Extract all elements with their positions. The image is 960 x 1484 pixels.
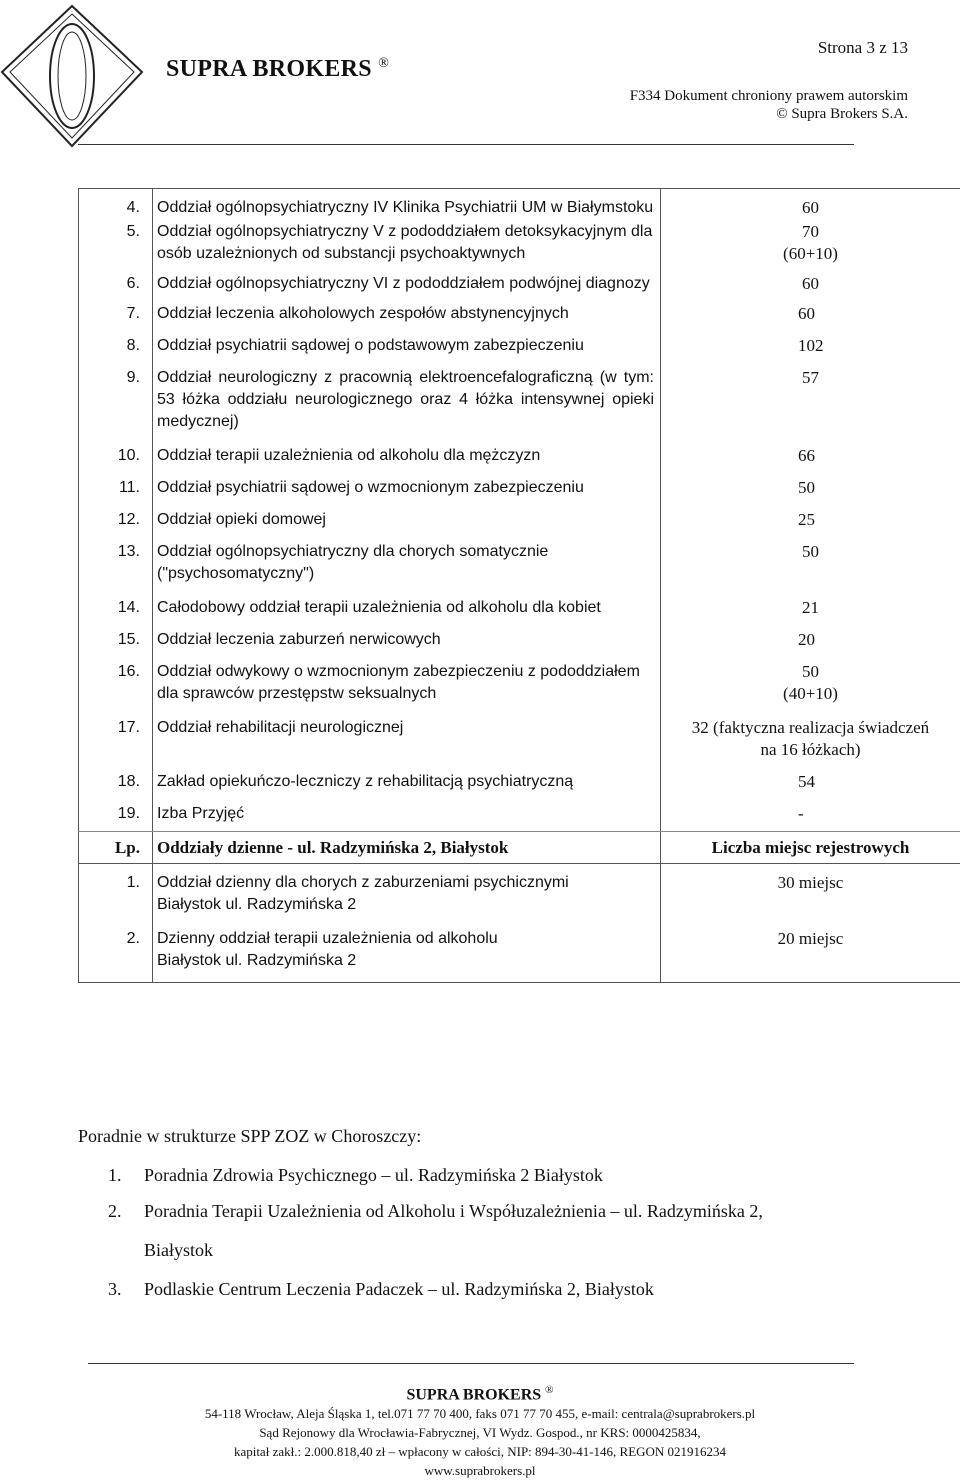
list-item-continuation: Białystok (144, 1240, 214, 1260)
table-row: 4. Oddział ogólnopsychiatryczny IV Klinika Psychiatrii UM w Białymstoku 60 (79, 189, 960, 220)
clinics-title: Poradnie w strukturze SPP ZOZ w Choroszczy: (78, 1126, 422, 1146)
table-row: 13. Oddział ogólnopsychiatryczny dla chorych somatycznie ("psychosomatyczny") 50 (79, 531, 960, 585)
day-wards-header: Lp. Oddziały dzienne - ul. Radzymińska 2, Białystok Liczba miejsc rejestrowych (79, 832, 960, 864)
footer-address: 54-118 Wrocław, Aleja Śląska 1, tel.071 77 70 400, faks 071 77 70 455, e-mail: centrala@suprabrokers.pl (204, 1406, 756, 1421)
footer-registry: Sąd Rejonowy dla Wrocławia-Fabrycznej, VI Wydz. Gospod., nr KRS: 0000425834, (259, 1425, 701, 1440)
table-row: 11. Oddział psychiatrii sądowej o wzmocnionym zabezpieczeniu 50 (79, 467, 960, 499)
table-row: 10. Oddział terapii uzależnienia od alkoholu dla mężczyzn 66 (79, 433, 960, 467)
table-row: 12. Oddział opieki domowej 25 (79, 499, 960, 531)
table-row: 18. Zakład opiekuńczo-leczniczy z rehabilitacją psychiatryczną 54 (79, 761, 960, 793)
footer-website[interactable]: www.suprabrokers.pl (424, 1463, 536, 1478)
page-number: Strona 3 z 13 (817, 38, 908, 57)
table-row: 19. Izba Przyjęć - (79, 793, 960, 832)
table-row: 2. Dzienny oddział terapii uzależnienia od alkoholu Białystok ul. Radzymińska 2 20 miejsc (79, 916, 960, 983)
list-item: 2. Poradnia Terapii Uzależnienia od Alkoholu i Współuzależnienia – ul. Radzymińska 2, (108, 1201, 763, 1221)
header-brand: SUPRA BROKERS ® (166, 56, 390, 82)
table-row: 15. Oddział leczenia zaburzeń nerwicowych 20 (79, 619, 960, 651)
table-row: 9. Oddział neurologiczny z pracownią elektroencefalograficzną (w tym: 53 łóżka oddziału neurologicznego oraz 4 łóżka intensywnej opieki medycznej) 57 (79, 357, 960, 433)
table-row: 14. Całodobowy oddział terapii uzależnienia od alkoholu dla kobiet 21 (79, 585, 960, 619)
footer-brand: SUPRA BROKERS ® (406, 1384, 554, 1404)
footer-capital: kapitał zakł.: 2.000.818,40 zł – wpłacony w całości, NIP: 894-30-41-146, REGON 021916234 (233, 1444, 727, 1459)
list-item: 3. Podlaskie Centrum Leczenia Padaczek – ul. Radzymińska 2, Białystok (108, 1279, 654, 1299)
wards-table (78, 188, 960, 983)
table-row: 1. Oddział dzienny dla chorych z zaburzeniami psychicznymi Białystok ul. Radzymińska 2 30 miejsc (79, 864, 960, 917)
table-row: 5. Oddział ogólnopsychiatryczny V z pododdziałem detoksykacyjnym dla osób uzależnionych od substancji psychoaktywnych 70 (60+10) (79, 219, 960, 265)
footer-divider (88, 1363, 854, 1364)
copyright-notice: © Supra Brokers S.A. (776, 106, 908, 122)
wards-table-container (78, 188, 960, 983)
table-row: 6. Oddział ogólnopsychiatryczny VI z pododdziałem podwójnej diagnozy 60 (79, 265, 960, 295)
table-row: 7. Oddział leczenia alkoholowych zespołów abstynencyjnych 60 (79, 295, 960, 325)
header-divider (78, 144, 854, 145)
list-item: 1. Poradnia Zdrowia Psychicznego – ul. Radzymińska 2 Białystok (108, 1165, 603, 1185)
table-row: 17. Oddział rehabilitacji neurologicznej 32 (faktyczna realizacja świadczeń na 16 łóżkach) (79, 705, 960, 761)
table-row: 16. Oddział odwykowy o wzmocnionym zabezpieczeniu z pododdziałem dla sprawców przestępstw seksualnych 50 (40+10) (79, 651, 960, 705)
supra-brokers-logo (0, 0, 150, 150)
table-row: 8. Oddział psychiatrii sądowej o podstawowym zabezpieczeniu 102 (79, 325, 960, 357)
document-title: F334 Dokument chroniony prawem autorskim (629, 88, 908, 104)
